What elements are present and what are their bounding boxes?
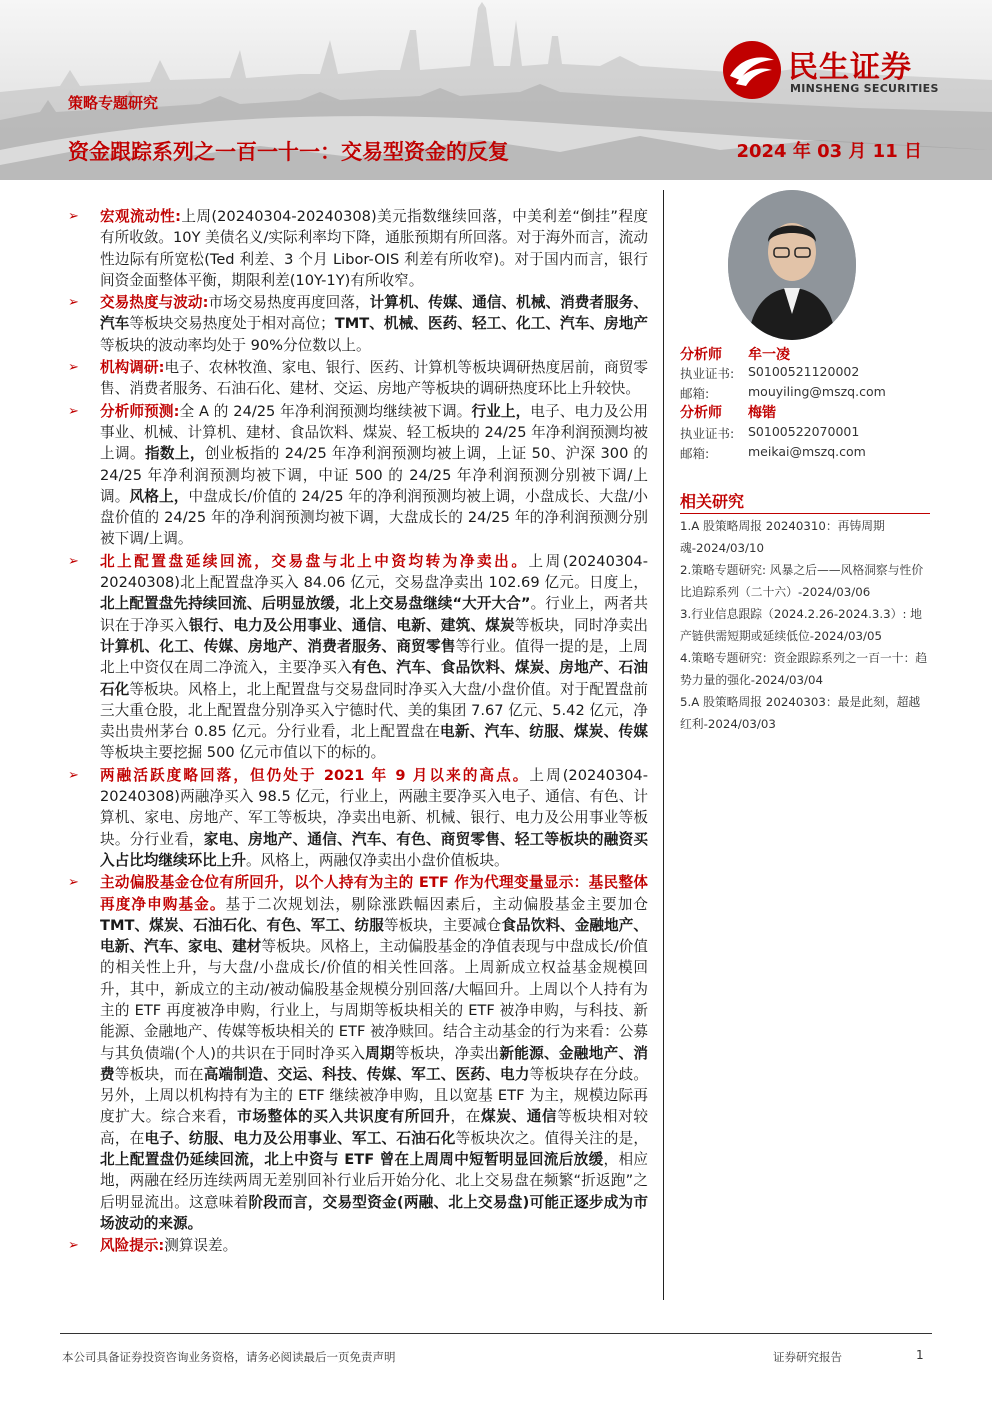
paragraph-text: 计算机、传媒、通信、机械、消费者服务、汽车 <box>100 294 648 333</box>
paragraph-heading: 交易热度与波动: <box>100 294 209 312</box>
body-paragraph <box>68 357 648 400</box>
bullet-arrow-icon: ➢ <box>68 295 79 311</box>
related-research-title: 相关研究 <box>680 492 745 511</box>
analyst-1-cert-number: S0100521120002 <box>748 364 860 379</box>
email-label: 邮箱: <box>680 386 710 401</box>
analyst-2-role-label: 分析师 <box>680 405 722 421</box>
footer-disclaimer: 本公司具备证券投资咨询业务资格，请务必阅读最后一页免责声明 <box>62 1350 396 1364</box>
page-number: 1 <box>916 1348 924 1362</box>
bullet-arrow-icon: ➢ <box>68 1238 79 1254</box>
paragraph-heading: 机构调研: <box>100 359 165 377</box>
analyst-1-cert <box>680 364 860 382</box>
paragraph-text: 等板块存在分歧。另外，上周以机构持有为主的 ETF 继续被净申购，且以宽基 ETF 为主，规模边际再度扩大。综合来看， <box>100 1065 648 1126</box>
logo-chinese: 民生证券 <box>788 50 912 85</box>
paragraph-text: 电新、汽车、纺服、煤炭、传媒 <box>439 723 648 741</box>
related-research-item[interactable]: 3.行业信息跟踪（2024.2.26-2024.3.3）: 地产链供需短期或延续低位-2024/03/05 <box>680 607 922 643</box>
analyst-1-role-label: 分析师 <box>680 347 722 363</box>
bullet-arrow-icon: ➢ <box>68 553 79 569</box>
report-date: 2024 年 03 月 11 日 <box>736 141 922 162</box>
related-research-item[interactable]: 4.策略专题研究：资金跟踪系列之一百一十：趋势力量的强化-2024/03/04 <box>680 651 928 687</box>
body-paragraph <box>68 292 648 356</box>
paragraph-text: 创业板指的 24/25 年净利润预测均被上调，上证 50、沪深 300 的 24/25 年净利润预测均被下调，中证 500 的 24/25 年净利润预测分别被下调/上调。 <box>100 445 648 505</box>
paragraph-text: 市场整体的买入共识度有所回升 <box>237 1108 451 1126</box>
paragraph-text: 测算误差。 <box>164 1237 238 1255</box>
paragraph-heading: 主动偏股基金仓位有所回升，以个人持有为主的 ETF 作为代理变量显示：基民整体再度净申购基金。 <box>100 874 648 913</box>
bullet-arrow-icon: ➢ <box>68 875 79 891</box>
paragraph-text: 计算机、化工、传媒、房地产、消费者服务、商贸零售 <box>100 637 456 655</box>
paragraph-text: 阶段而言，交易型资金(两融、北上交易盘)可能正逐步成为市场波动的来源。 <box>100 1193 648 1232</box>
paragraph-text: 北上配置盘先持续回流、后明显放缓，北上交易盘继续“大开大合” <box>100 595 531 613</box>
analyst-2-name: 梅锴 <box>748 405 776 421</box>
paragraph-text: 高端制造、交运、科技、传媒、军工、医药、电力 <box>203 1065 530 1083</box>
paragraph-text: 等板块。风格上，北上配置盘与交易盘同时净买入大盘/小盘价值。对于配置盘前三大重仓股，北上配置盘分别净买入宁德时代、美的集团 7.67 亿元、5.42 亿元，净卖出贵州茅台 0.85 亿元。分行业看，北上配置盘在 <box>100 680 648 741</box>
paragraph-text: 周期 <box>365 1044 396 1062</box>
analyst-photo <box>728 190 856 340</box>
paragraph-text: ，在 <box>450 1108 481 1126</box>
report-title: 资金跟踪系列之一百一十一：交易型资金的反复 <box>68 140 509 164</box>
email-label: 邮箱: <box>680 446 710 461</box>
paragraph-text: 全 A 的 24/25 年净利润预测均继续被下调。 <box>179 402 472 420</box>
paragraph-text: 等行业。值得一提的是，上周北上中资仅在周二净流入，主要净买入 <box>100 637 648 677</box>
paragraph-text: 等板块，净卖出 <box>395 1044 500 1062</box>
paragraph-text: 上周(20240304-20240308)美元指数继续回落，中美利差“倒挂”程度有所收敛。10Y 美债名义/实际利率均下降，通胀预期有所回落。对于海外而言，流动性边际有所宽松(Ted 利差、3 个月 Libor-OIS 利差有所收窄)。对于国内而言，银行间资金面整体平衡，期限利差(10Y-1Y)有所收窄。 <box>100 208 648 289</box>
bullet-arrow-icon: ➢ <box>68 767 79 783</box>
body-paragraph <box>68 765 648 871</box>
paragraph-text: 食品饮料、金融地产、电新、汽车、家电、建材 <box>100 916 648 956</box>
paragraph-text: 等板块。风格上，主动偏股基金的净值表现与中盘成长/价值的相关性上升，与大盘/小盘成长/价值的相关性回落。上周新成立权益基金规模回升，其中，新成立的主动/被动偏股基金规模分别回落/大幅回升。上周以个人持有为主的 ETF 再度被净申购，行业上，与周期等板块相关的 ETF 被净申购，与科技、新能源、金融地产、传媒等板块相关的 ETF 被净赎回。结合主动基金的行为来看：公募与其负债端(个人)的共识在于同时净买入 <box>100 938 648 1062</box>
analyst-1-email <box>680 384 886 402</box>
related-research-item[interactable]: 1.A 股策略周报 20240310：再铸周期魂-2024/03/10 <box>680 519 885 555</box>
minsheng-logo <box>722 40 962 100</box>
related-research-item[interactable]: 2.策略专题研究: 风暴之后——风格洞察与性价比追踪系列（二十六）-2024/03/06 <box>680 563 924 599</box>
body-paragraph <box>68 872 648 1234</box>
analyst-2-role <box>680 402 776 422</box>
paragraph-text: 基于二次规划法，剔除涨跌幅因素后，主动偏股基金主要加仓 <box>225 895 648 913</box>
column-divider <box>663 190 664 1300</box>
body-paragraph <box>68 206 648 291</box>
bullet-arrow-icon: ➢ <box>68 403 79 419</box>
footer-divider <box>60 1333 932 1334</box>
paragraph-text: 指数上， <box>144 445 205 463</box>
paragraph-text: 家电、房地产、通信、汽车、有色、商贸零售、轻工等板块的融资买入占比均继续环比上升 <box>100 830 648 869</box>
paragraph-text: 电子、电力及公用事业、机械、计算机、建材、食品饮料、煤炭、轻工板块的 24/25 年净利润预测均被上调。 <box>100 402 648 463</box>
paragraph-text: TMT、煤炭、石油石化、有色、军工、纺服 <box>100 916 384 934</box>
body-paragraph <box>68 551 648 764</box>
paragraph-heading: 分析师预测: <box>100 402 180 420</box>
paragraph-text: 。行业上，两者共识在于净买入 <box>100 595 648 634</box>
related-research-divider <box>680 513 930 514</box>
cert-label: 执业证书: <box>680 426 735 441</box>
analyst-2-email-link[interactable]: meikai@mszq.com <box>748 444 866 459</box>
report-category: 策略专题研究 <box>68 94 159 112</box>
related-research-item[interactable]: 5.A 股策略周报 20240303：最是此刻，超越红利-2024/03/03 <box>680 695 921 731</box>
paragraph-text: 上周(20240304-20240308)两融净买入 98.5 亿元，行业上，两融主要净买入电子、通信、有色、计算机、家电、房地产、军工等板块，净卖出电新、机械、银行、电力及公用事业等板块。分行业看， <box>100 766 648 848</box>
paragraph-text: 等板块次之。值得关注的是， <box>455 1129 648 1147</box>
paragraph-text: 等板块的波动率均处于 90%分位数以上。 <box>100 336 371 354</box>
logo-english: MINSHENG SECURITIES <box>790 82 939 95</box>
paragraph-text: 行业上， <box>471 402 531 420</box>
bullet-arrow-icon: ➢ <box>68 209 79 224</box>
paragraph-text: 等板块，主要减仓 <box>383 916 502 934</box>
footer-doc-type: 证券研究报告 <box>773 1350 842 1364</box>
paragraph-text: 等板块，同时净卖出 <box>514 616 648 634</box>
paragraph-text: 风格上， <box>129 487 189 505</box>
paragraph-text: 上周(20240304-20240308)北上配置盘净买入 84.06 亿元，交易盘净卖出 102.69 亿元。日度上， <box>100 552 648 592</box>
analyst-2-cert <box>680 424 860 442</box>
paragraph-text: 电子、纺服、电力及公用事业、军工、石油石化 <box>144 1129 456 1147</box>
analyst-1-name: 牟一凌 <box>748 347 790 363</box>
paragraph-text: 北上配置盘仍延续回流，北上中资与 ETF 曾在上周周中短暂明显回流后放缓 <box>100 1151 604 1169</box>
paragraph-text: 等板块交易热度处于相对高位； <box>129 315 335 333</box>
body-paragraph <box>68 401 648 550</box>
paragraph-text: 银行、电力及公用事业、通信、电新、建筑、煤炭 <box>188 616 515 634</box>
paragraph-heading: 风险提示: <box>100 1237 165 1255</box>
analyst-2-cert-number: S0100522070001 <box>748 424 860 439</box>
bullet-arrow-icon: ➢ <box>68 360 79 376</box>
paragraph-text: 。风格上，两融仅净卖出小盘价值板块。 <box>245 851 509 869</box>
analyst-2-email <box>680 444 866 462</box>
cert-label: 执业证书: <box>680 366 735 381</box>
paragraph-text: 有色、汽车、食品饮料、煤炭、房地产、石油石化 <box>100 659 648 698</box>
paragraph-text: TMT、机械、医药、轻工、化工、汽车、房地产 <box>334 315 648 333</box>
body-paragraph <box>68 1235 648 1256</box>
paragraph-text: 等板块主要挖掘 500 亿元市值以下的标的。 <box>100 744 386 762</box>
analyst-1-role <box>680 344 790 364</box>
paragraph-text: ，相应地，两融在经历连续两周无差别回补行业后开始分化、北上交易盘在频繁“折返跑”之后明显流出。这意味着 <box>100 1151 648 1211</box>
paragraph-heading: 两融活跃度略回落，但仍处于 2021 年 9 月以来的高点。 <box>100 766 530 784</box>
paragraph-heading: 北上配置盘延续回流，交易盘与北上中资均转为净卖出。 <box>100 552 529 570</box>
paragraph-text: 市场交易热度再度回落， <box>208 294 370 312</box>
paragraph-text: 煤炭、通信 <box>480 1108 558 1126</box>
paragraph-text: 新能源、金融地产、消费 <box>100 1044 648 1083</box>
report-body <box>68 206 648 1258</box>
minsheng-logo-icon <box>722 40 782 100</box>
analyst-1-email-link[interactable]: mouyiling@mszq.com <box>748 384 886 399</box>
paragraph-text: 等板块，而在 <box>114 1065 204 1083</box>
paragraph-heading: 宏观流动性: <box>100 208 181 225</box>
related-research-list <box>680 515 930 735</box>
header-banner <box>0 0 992 180</box>
paragraph-text: 等板块相对较高，在 <box>100 1108 648 1147</box>
paragraph-text: 电子、农林牧渔、家电、银行、医药、计算机等板块调研热度居前，商贸零售、消费者服务、石油石化、建材、交运、房地产等板块的调研热度环比上升较快。 <box>100 359 648 398</box>
paragraph-text: 中盘成长/价值的 24/25 年的净利润预测均被上调，小盘成长、大盘/小盘价值的 24/25 年的净利润预测均被下调，大盘成长的 24/25 年的净利润预测分别被下调/上调。 <box>100 487 648 548</box>
